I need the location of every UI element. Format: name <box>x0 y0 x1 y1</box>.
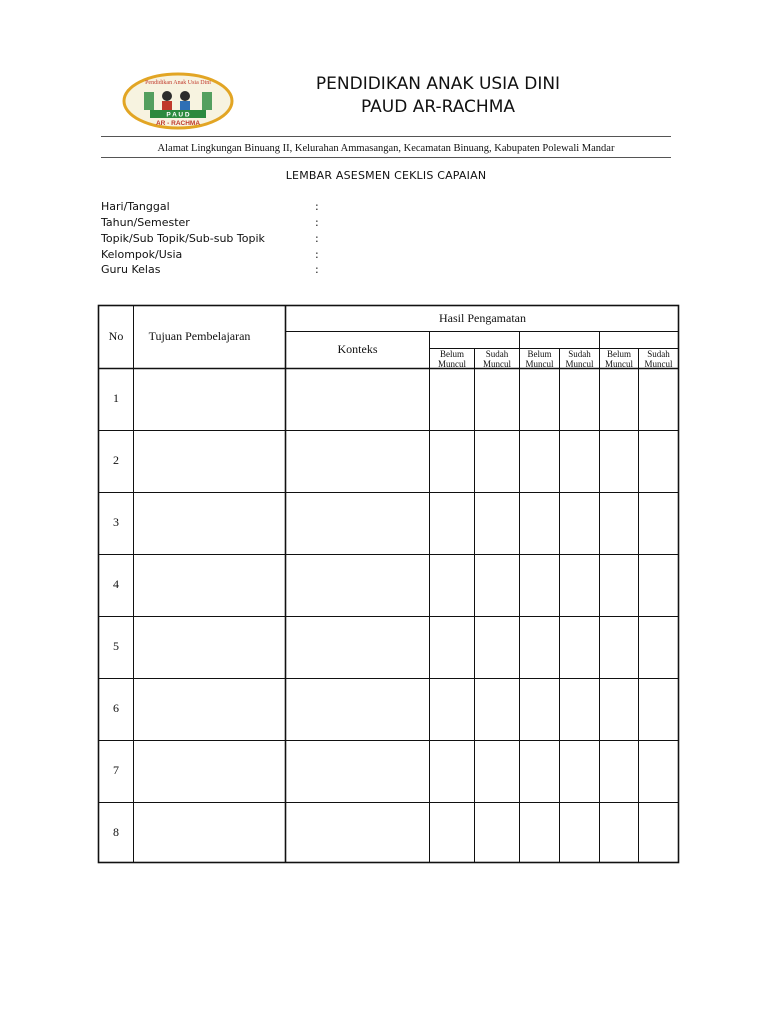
table-row-number: 1 <box>113 391 119 405</box>
table-row-number: 8 <box>113 825 119 839</box>
field-label-tahun-semester: Tahun/Semester <box>101 216 190 229</box>
table-row-number: 3 <box>113 515 119 529</box>
table-header-hasil: Hasil Pengamatan <box>439 311 526 325</box>
sub-header-sudah-muncul: Sudah Muncul <box>565 349 594 369</box>
field-label-topik: Topik/Sub Topik/Sub-sub Topik <box>101 232 265 245</box>
document-title: LEMBAR ASESMEN CEKLIS CAPAIAN <box>285 169 487 182</box>
table-row-number: 5 <box>113 639 119 653</box>
field-separator: : <box>315 232 319 245</box>
sub-header-sudah-muncul: Sudah Muncul <box>483 349 511 369</box>
table-header-tujuan: Tujuan Pembelajaran <box>148 329 251 343</box>
field-label-hari-tanggal: Hari/Tanggal <box>101 200 170 213</box>
field-separator: : <box>315 263 319 276</box>
logo-banner-top: P A U D <box>166 111 190 119</box>
logo-arc-text: Pendidikan Anak Usia Dini <box>145 80 211 86</box>
table-row-number: 6 <box>113 701 119 715</box>
sub-header-belum-muncul: Belum Muncul <box>605 349 633 369</box>
table-row-number: 2 <box>113 453 119 467</box>
sub-header-sudah-muncul: Sudah Muncul <box>644 349 673 369</box>
table-header-no: No <box>108 329 124 343</box>
sub-header-belum-muncul: Belum Muncul <box>438 349 466 369</box>
table-row-number: 7 <box>113 763 119 777</box>
sub-header-belum-muncul: Belum Muncul <box>525 349 554 369</box>
school-address: Alamat Lingkungan Binuang II, Kelurahan Ammasangan, Kecamatan Binuang, Kabupaten Polewali Mandar <box>157 143 615 154</box>
field-separator: : <box>315 248 319 261</box>
field-separator: : <box>315 216 319 229</box>
table-row-number: 4 <box>113 577 119 591</box>
table-header-konteks: Konteks <box>337 342 378 356</box>
field-separator: : <box>315 200 319 213</box>
school-title-line1: PENDIDIKAN ANAK USIA DINI <box>315 74 561 94</box>
school-title-line2: PAUD AR-RACHMA <box>360 97 516 117</box>
logo-banner-bottom: AR - RACHMA <box>155 120 201 127</box>
field-label-kelompok-usia: Kelompok/Usia <box>101 248 183 261</box>
field-label-guru-kelas: Guru Kelas <box>101 263 161 276</box>
